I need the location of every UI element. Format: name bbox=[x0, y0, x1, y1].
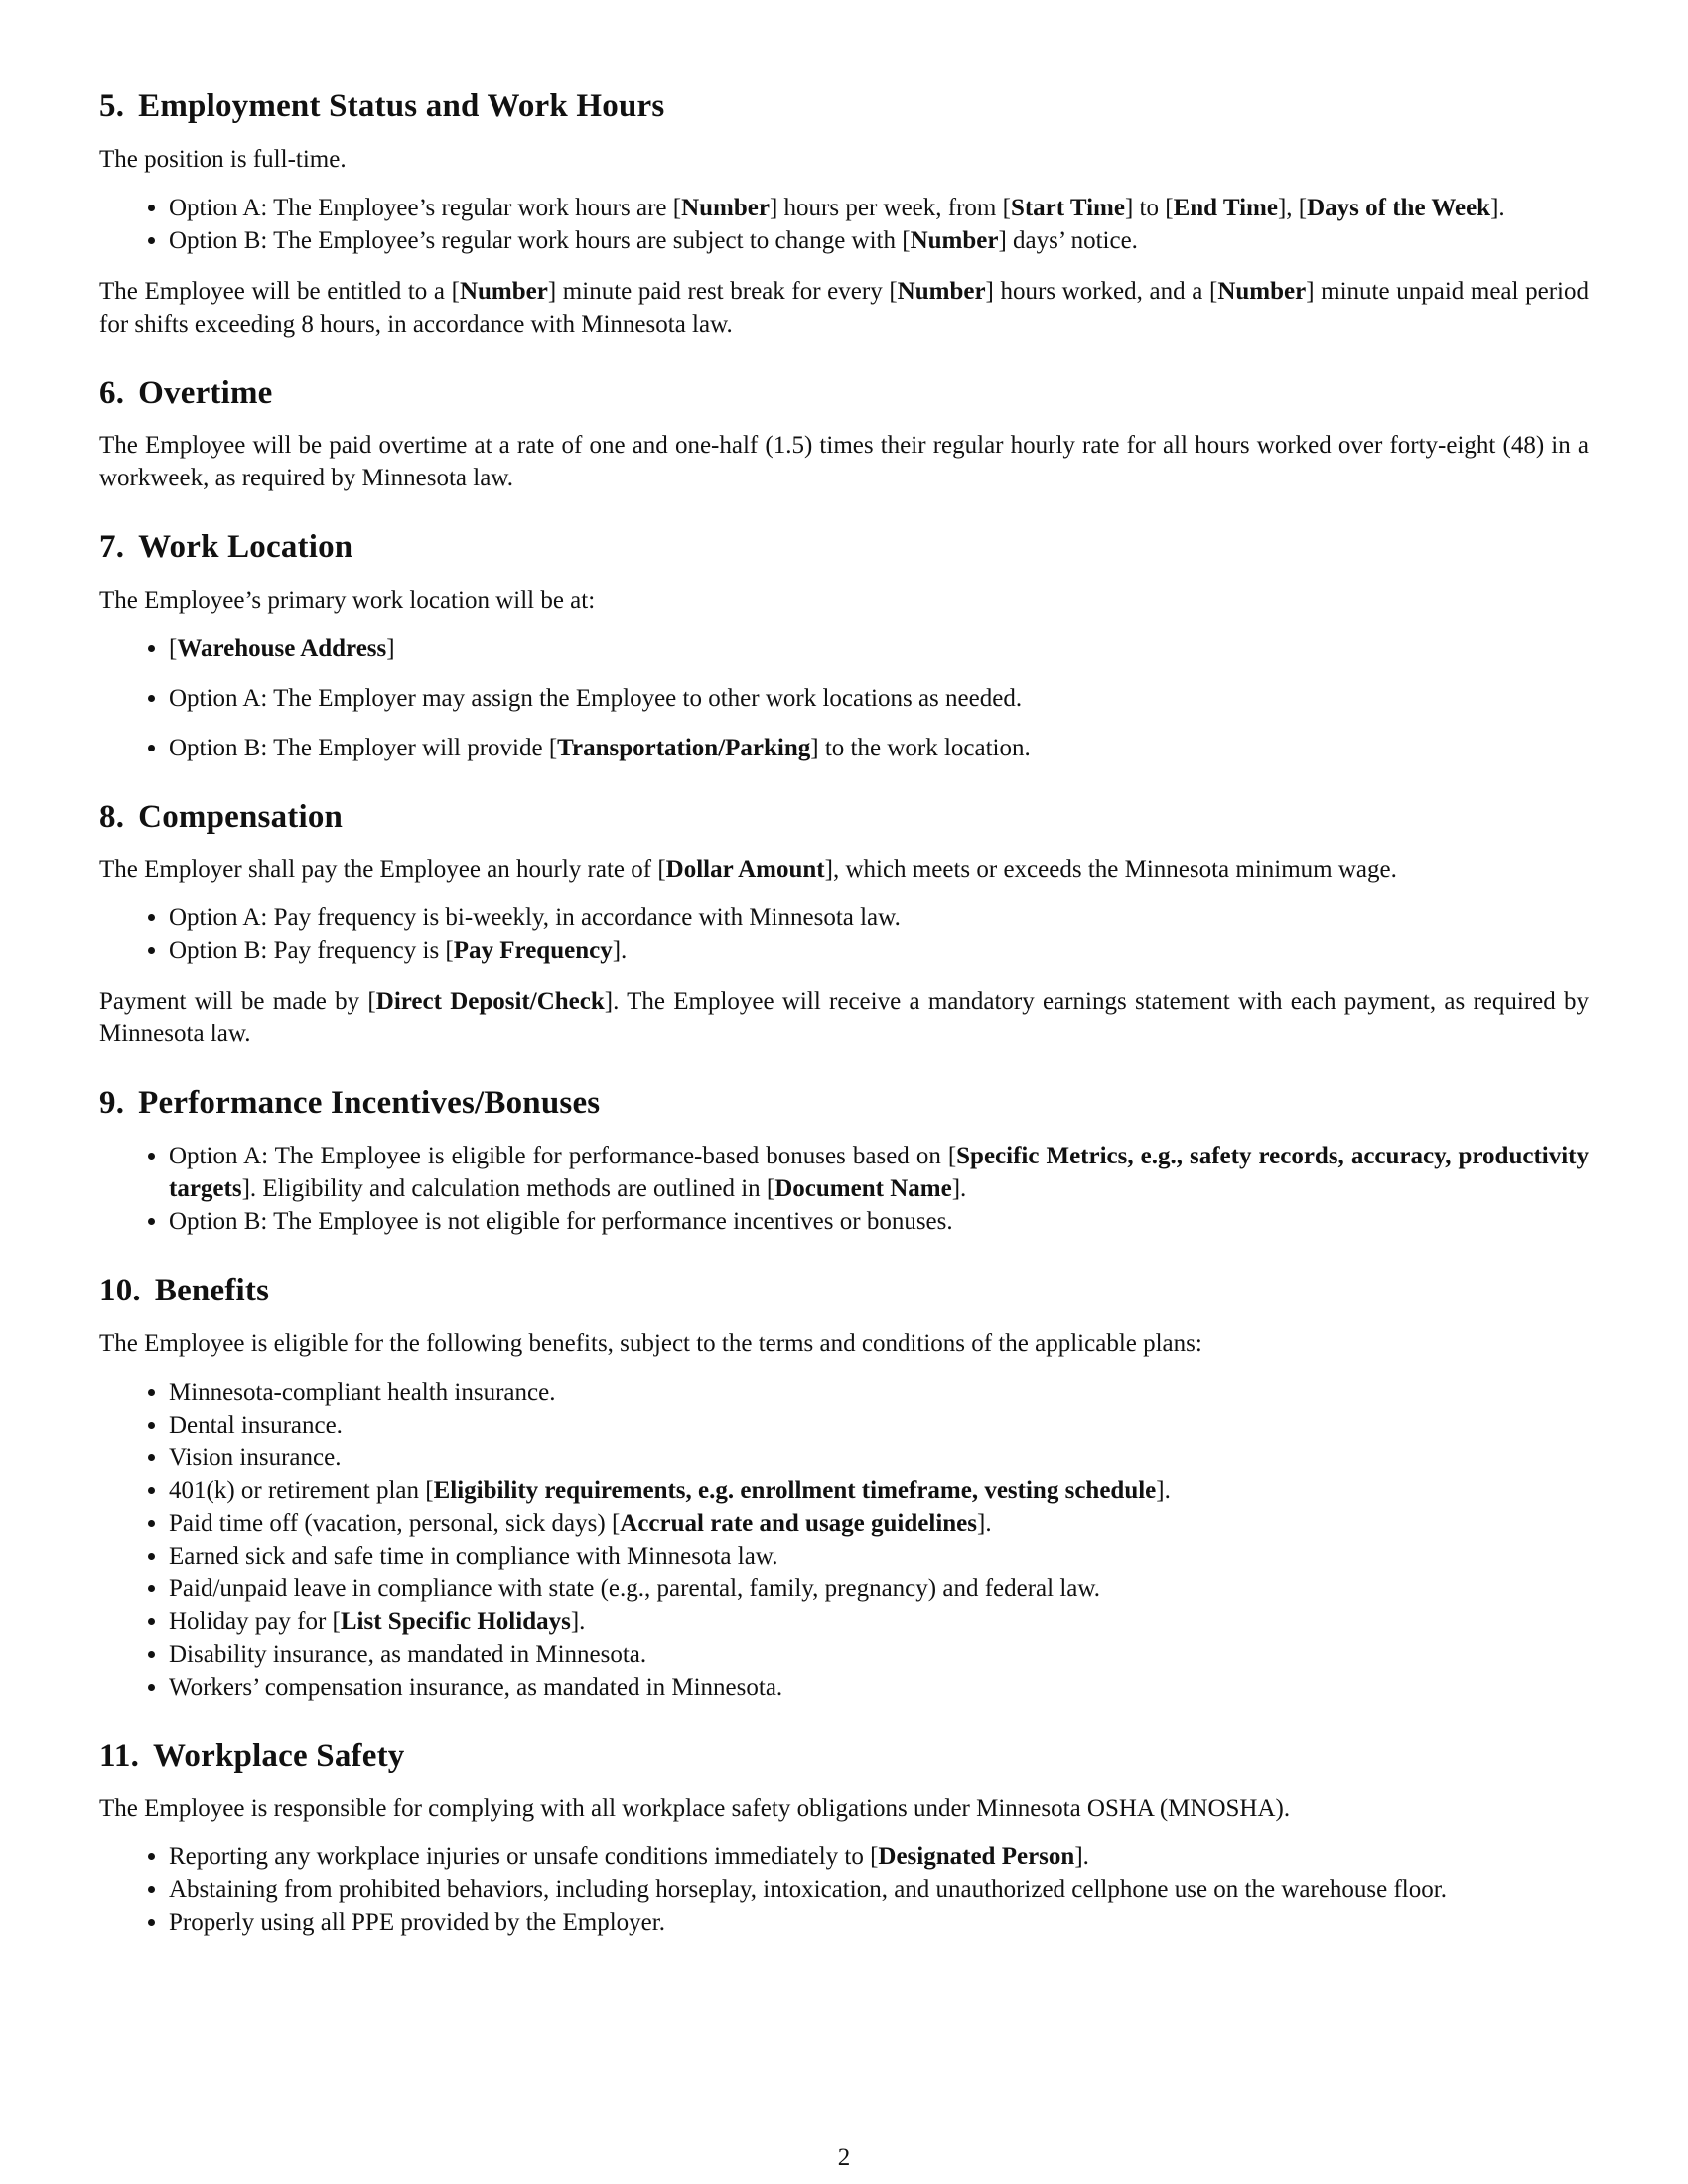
section-heading: 9. Performance Incentives/Bonuses bbox=[99, 1085, 601, 1122]
list-item: • Holiday pay for [List Specific Holidays]. bbox=[169, 1605, 1589, 1638]
paragraph: The position is full-time. bbox=[99, 145, 347, 173]
section-employment-status bbox=[99, 87, 1589, 341]
list-item: • Paid/unpaid leave in compliance with state (e.g., parental, family, pregnancy) and federal law. bbox=[169, 1572, 1589, 1605]
list-item: • Option B: The Employer will provide [Transportation/Parking] to the work location. bbox=[169, 732, 1589, 764]
section-overtime bbox=[99, 374, 1589, 495]
paragraph: The Employee is responsible for complying with all workplace safety obligations under Minnesota OSHA (MNOSHA). bbox=[99, 1795, 1291, 1823]
list-item: • 401(k) or retirement plan [Eligibility requirements, e.g. enrollment timeframe, vesting schedule]. bbox=[169, 1474, 1589, 1507]
safety-list bbox=[99, 1841, 1589, 1939]
list-item: • Paid time off (vacation, personal, sick days) [Accrual rate and usage guidelines]. bbox=[169, 1507, 1589, 1540]
section-heading: 11. Workplace Safety bbox=[99, 1737, 405, 1774]
section-performance-incentives bbox=[99, 1084, 1589, 1238]
section-heading: 6. Overtime bbox=[99, 374, 273, 411]
option-list bbox=[99, 901, 1589, 967]
paragraph: Payment will be made by [Direct Deposit/Check]. The Employee will receive a mandatory earnings statement with each payment, as required by Minnesota law. bbox=[99, 988, 1589, 1048]
section-heading: 5. Employment Status and Work Hours bbox=[99, 88, 665, 124]
paragraph: The Employee is eligible for the following benefits, subject to the terms and conditions of the applicable plans: bbox=[99, 1329, 1202, 1357]
section-workplace-safety bbox=[99, 1737, 1589, 1940]
paragraph: The Employer shall pay the Employee an hourly rate of [Dollar Amount], which meets or exceeds the Minnesota minimum wage. bbox=[99, 856, 1397, 884]
list-item: • Option B: The Employee’s regular work hours are subject to change with [Number] days’ notice. bbox=[169, 224, 1589, 257]
list-item: • Reporting any workplace injuries or unsafe conditions immediately to [Designated Person]. bbox=[169, 1841, 1589, 1873]
option-list bbox=[99, 192, 1589, 257]
section-heading: 10. Benefits bbox=[99, 1272, 270, 1308]
list-item: • Option B: The Employee is not eligible for performance incentives or bonuses. bbox=[169, 1205, 1589, 1238]
list-item: • Earned sick and safe time in compliance with Minnesota law. bbox=[169, 1540, 1589, 1572]
list-item: • Option A: The Employee’s regular work hours are [Number] hours per week, from [Start Time] to [End Time], [Days of the Week]. bbox=[169, 192, 1589, 224]
paragraph: The Employee will be paid overtime at a rate of one and one-half (1.5) times their regular hourly rate for all hours worked over forty-eight (48) in a workweek, as required by Minnesota law. bbox=[99, 432, 1589, 492]
list-item: • Vision insurance. bbox=[169, 1441, 1589, 1474]
section-work-location bbox=[99, 528, 1589, 764]
section-benefits bbox=[99, 1272, 1589, 1704]
list-item: • Workers’ compensation insurance, as mandated in Minnesota. bbox=[169, 1671, 1589, 1704]
page-number: 2 bbox=[837, 2144, 851, 2171]
list-item: • Disability insurance, as mandated in Minnesota. bbox=[169, 1638, 1589, 1671]
section-heading: 8. Compensation bbox=[99, 798, 344, 835]
list-item: • [Warehouse Address] bbox=[169, 632, 1589, 665]
option-list bbox=[99, 1140, 1589, 1238]
list-item: • Option A: The Employer may assign the Employee to other work locations as needed. bbox=[169, 682, 1589, 715]
section-heading: 7. Work Location bbox=[99, 529, 353, 566]
list-item: • Option A: The Employee is eligible for performance-based bonuses based on [Specific Metrics, e.g., safety records, accuracy, productivity targets]. Eligibility and calculation methods are outlined in [Document Name]. bbox=[169, 1140, 1589, 1205]
list-item: • Option A: Pay frequency is bi-weekly, in accordance with Minnesota law. bbox=[169, 901, 1589, 934]
section-compensation bbox=[99, 798, 1589, 1051]
paragraph: The Employee’s primary work location will be at: bbox=[99, 586, 596, 614]
location-list bbox=[99, 632, 1589, 764]
list-item: • Abstaining from prohibited behaviors, including horseplay, intoxication, and unauthorized cellphone use on the warehouse floor. bbox=[169, 1873, 1589, 1906]
list-item: • Properly using all PPE provided by the Employer. bbox=[169, 1906, 1589, 1939]
list-item: • Dental insurance. bbox=[169, 1409, 1589, 1441]
list-item: • Option B: Pay frequency is [Pay Frequency]. bbox=[169, 934, 1589, 967]
benefits-list bbox=[99, 1376, 1589, 1704]
paragraph: The Employee will be entitled to a [Number] minute paid rest break for every [Number] hours worked, and a [Number] minute unpaid meal period for shifts exceeding 8 hours, in accordance with Minnesota law. bbox=[99, 277, 1589, 338]
list-item: • Minnesota-compliant health insurance. bbox=[169, 1376, 1589, 1409]
